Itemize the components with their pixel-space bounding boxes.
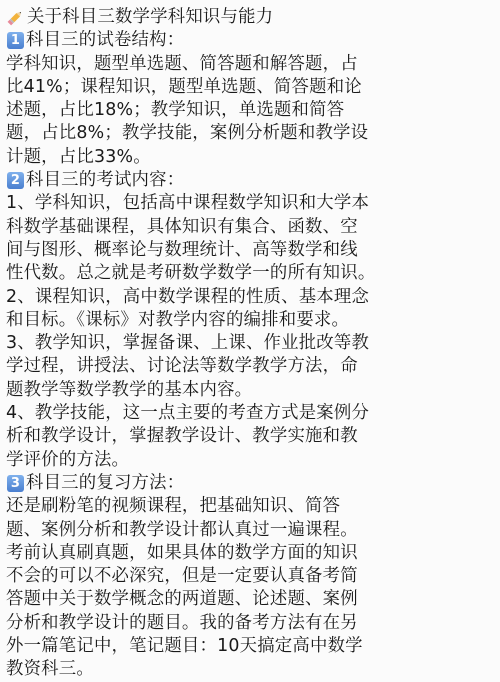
section-1-line: 计题，占比33%。 <box>6 146 151 167</box>
section-2-line: 1、学科知识，包括高中课程数学知识和大学本 <box>6 193 370 214</box>
section-2-line: 性代数。总之就是考研数学数学一的所有知识。 <box>6 263 376 284</box>
section-1-heading <box>6 29 490 52</box>
section-2-line: 3、教学知识，掌握备课、上课、作业批改等教 <box>6 333 370 354</box>
keycap-3-icon: 3 <box>7 475 24 492</box>
section-2-line: 学过程，讲授法、讨论法等数学教学方法，命 <box>6 356 358 377</box>
section-2-heading-text: 科目三的考试内容： <box>26 170 185 191</box>
section-3-line: 不会的可以不必深究，但是一定要认真备考简 <box>6 566 358 587</box>
section-2-line: 4、教学技能，这一点主要的考查方式是案例分 <box>6 403 370 424</box>
keycap-1-icon: 1 <box>7 32 24 49</box>
section-3-heading-text: 科目三的复习方法： <box>26 472 185 493</box>
section-2-line: 题教学等数学教学的基本内容。 <box>6 379 253 400</box>
section-2-line: 间与图形、概率论与数理统计、高等数学和线 <box>6 239 358 260</box>
section-1-line: 题，占比8%；教学技能，案例分析题和教学设 <box>6 123 369 144</box>
section-1-line: 学科知识，题型单选题、简答题和解答题，占 <box>6 53 358 74</box>
section-3-line: 考前认真刷真题，如果具体的数学方面的知识 <box>6 542 358 563</box>
section-3-heading <box>6 472 490 495</box>
note-title-line <box>6 6 490 29</box>
section-2-heading <box>6 169 490 192</box>
section-3-line: 教资科三。 <box>6 659 94 680</box>
section-2-line: 科数学基础课程，具体知识有集合、函数、空 <box>6 216 358 237</box>
section-3-line: 分析和教学设计的题目。我的备考方法有在另 <box>6 612 358 633</box>
section-2-line: 和目标。《课标》对教学内容的编排和要求。 <box>6 309 350 330</box>
section-3-line: 答题中关于数学概念的两道题、论述题、案例 <box>6 589 358 610</box>
section-1-line: 述题，占比18%；教学知识，单选题和简答 <box>6 100 345 121</box>
pencil-icon <box>6 9 24 27</box>
section-3-line: 还是刷粉笔的视频课程，把基础知识、简答 <box>6 496 341 517</box>
section-2-line: 学评价的方法。 <box>6 449 130 470</box>
section-3-line: 题、案例分析和教学设计都认真过一遍课程。 <box>6 519 358 540</box>
note-title: 关于科目三数学学科知识与能力 <box>27 7 274 27</box>
keycap-2-icon: 2 <box>7 172 24 189</box>
section-2-line: 析和教学设计，掌握教学设计、教学实施和教 <box>6 426 358 447</box>
section-2-line: 2、课程知识，高中数学课程的性质、基本理念 <box>6 286 370 307</box>
section-1-line: 比41%；课程知识，题型单选题、简答题和论 <box>6 76 362 97</box>
section-3-line: 外一篇笔记中，笔记题目：10天搞定高中数学 <box>6 636 363 657</box>
section-1-heading-text: 科目三的试卷结构： <box>26 30 185 51</box>
